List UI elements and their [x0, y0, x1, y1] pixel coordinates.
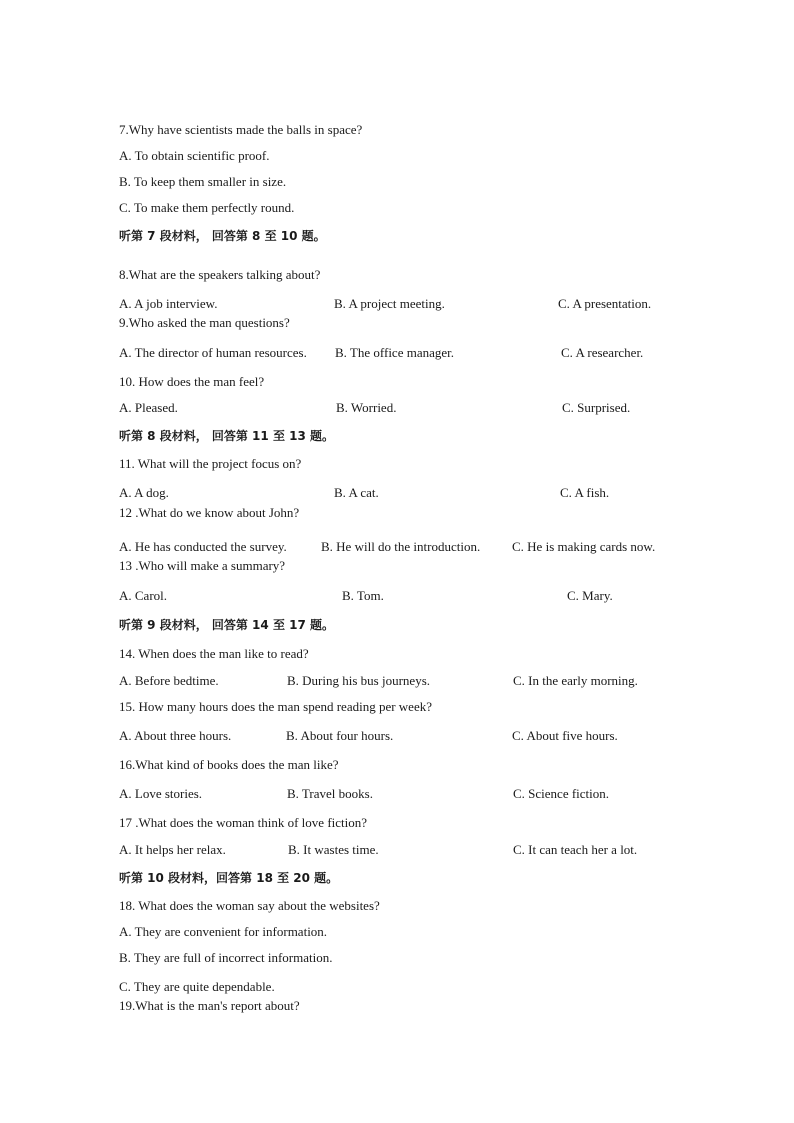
question-17: 17 .What does the woman think of love fiction?: [119, 815, 368, 830]
q9-option-b: B. The office manager.: [335, 345, 455, 360]
q14-option-c: C. In the early morning.: [513, 673, 638, 688]
q15-option-a: A. About three hours.: [119, 728, 232, 743]
q9-option-c: C. A researcher.: [561, 345, 644, 360]
section-heading-8: 听第 8 段材料， 回答第 11 至 13 题。: [119, 429, 334, 443]
question-7: 7.Why have scientists made the balls in space?: [119, 122, 363, 137]
q10-option-c: C. Surprised.: [562, 400, 631, 415]
q13-option-b: B. Tom.: [342, 588, 384, 603]
q16-option-a: A. Love stories.: [119, 786, 203, 801]
question-14: 14. When does the man like to read?: [119, 646, 309, 661]
q11-option-b: B. A cat.: [334, 485, 379, 500]
q9-option-a: A. The director of human resources.: [119, 345, 307, 360]
q7-option-c: C. To make them perfectly round.: [119, 200, 295, 215]
q15-option-b: B. About four hours.: [286, 728, 394, 743]
question-11: 11. What will the project focus on?: [119, 456, 302, 471]
question-16: 16.What kind of books does the man like?: [119, 757, 339, 772]
q10-option-a: A. Pleased.: [119, 400, 178, 415]
q10-option-b: B. Worried.: [336, 400, 397, 415]
q18-option-a: A. They are convenient for information.: [119, 924, 328, 939]
q11-option-c: C. A fish.: [560, 485, 610, 500]
q11-option-a: A. A dog.: [119, 485, 169, 500]
question-8: 8.What are the speakers talking about?: [119, 267, 321, 282]
q17-option-c: C. It can teach her a lot.: [513, 842, 638, 857]
q15-option-c: C. About five hours.: [512, 728, 618, 743]
q12-option-c: C. He is making cards now.: [512, 539, 656, 554]
question-13: 13 .Who will make a summary?: [119, 558, 286, 573]
q18-option-c: C. They are quite dependable.: [119, 979, 275, 994]
q14-option-b: B. During his bus journeys.: [287, 673, 430, 688]
q8-option-b: B. A project meeting.: [334, 296, 445, 311]
q17-option-a: A. It helps her relax.: [119, 842, 226, 857]
question-12: 12 .What do we know about John?: [119, 505, 300, 520]
question-9: 9.Who asked the man questions?: [119, 315, 290, 330]
question-10: 10. How does the man feel?: [119, 374, 265, 389]
q18-option-b: B. They are full of incorrect information.: [119, 950, 333, 965]
section-heading-7: 听第 7 段材料， 回答第 8 至 10 题。: [119, 229, 326, 243]
q16-option-c: C. Science fiction.: [513, 786, 610, 801]
section-heading-10: 听第 10 段材料，回答第 18 至 20 题。: [119, 871, 339, 885]
q8-option-c: C. A presentation.: [558, 296, 652, 311]
question-19: 19.What is the man's report about?: [119, 998, 300, 1013]
q12-option-b: B. He will do the introduction.: [321, 539, 481, 554]
q7-option-a: A. To obtain scientific proof.: [119, 148, 270, 163]
question-15: 15. How many hours does the man spend reading per week?: [119, 699, 432, 714]
q14-option-a: A. Before bedtime.: [119, 673, 219, 688]
q8-option-a: A. A job interview.: [119, 296, 218, 311]
q16-option-b: B. Travel books.: [287, 786, 373, 801]
section-heading-9: 听第 9 段材料， 回答第 14 至 17 题。: [119, 618, 334, 632]
q7-option-b: B. To keep them smaller in size.: [119, 174, 287, 189]
q17-option-b: B. It wastes time.: [288, 842, 379, 857]
q12-option-a: A. He has conducted the survey.: [119, 539, 287, 554]
q13-option-c: C. Mary.: [567, 588, 613, 603]
q13-option-a: A. Carol.: [119, 588, 168, 603]
question-18: 18. What does the woman say about the websites?: [119, 898, 380, 913]
